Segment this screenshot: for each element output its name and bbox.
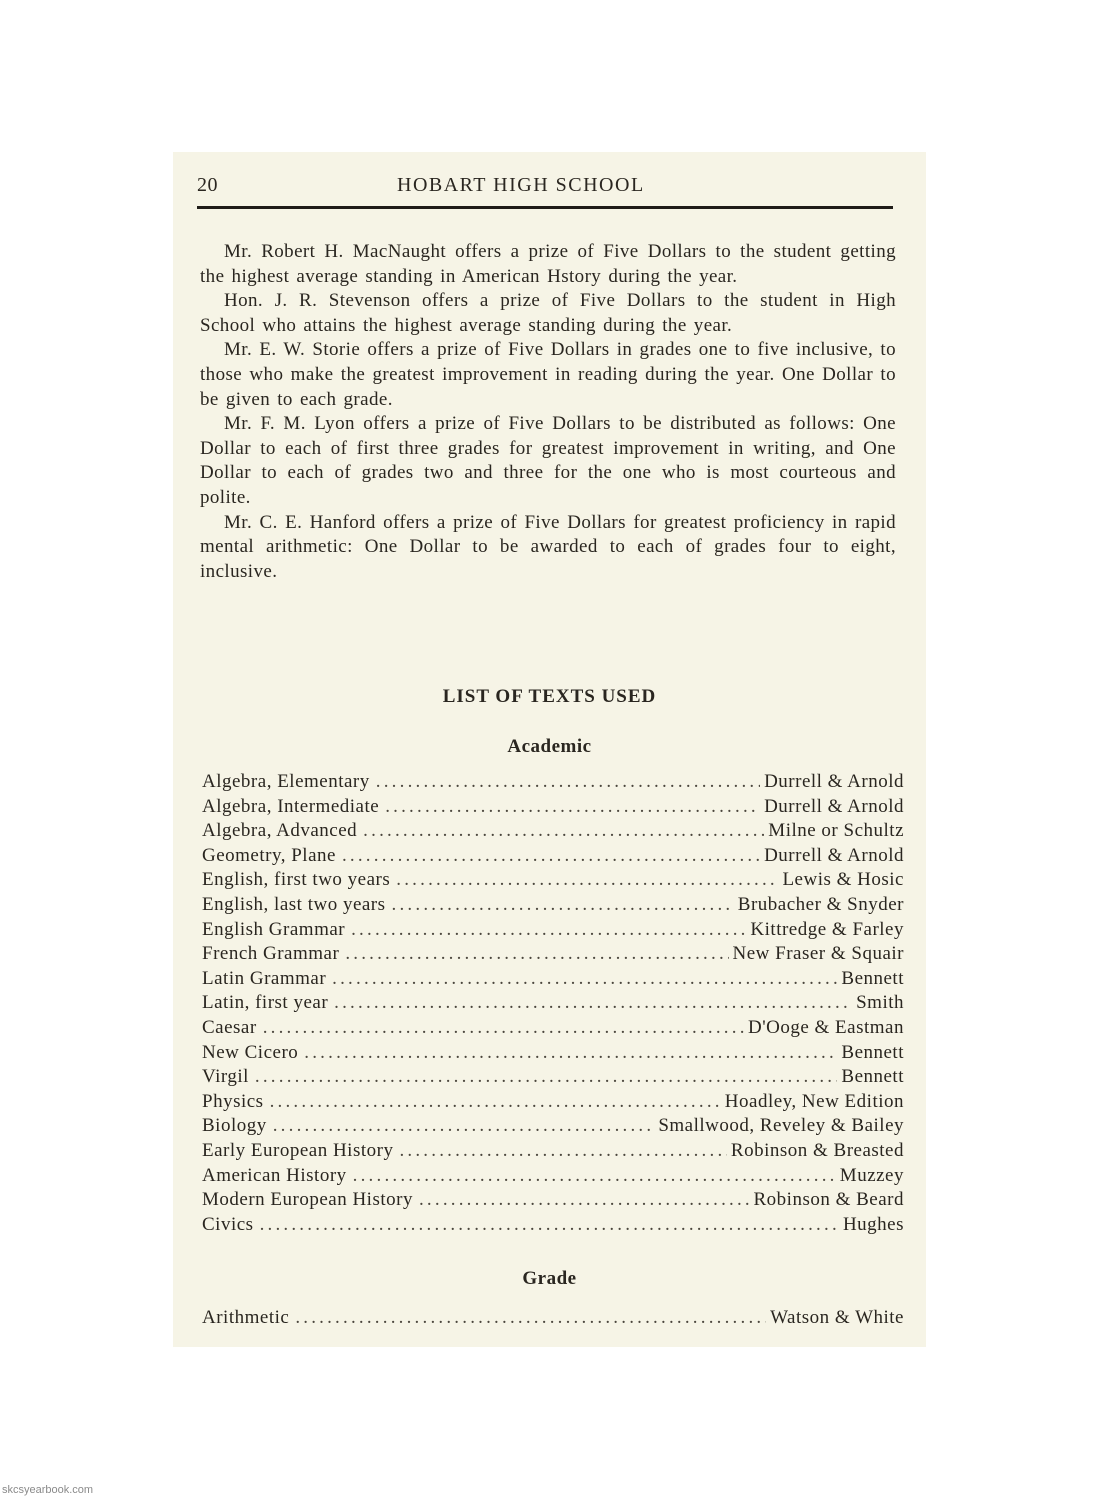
text-row [202,844,904,869]
running-head: HOBART HIGH SCHOOL [397,174,645,196]
prize-paragraph: Mr. C. E. Hanford offers a prize of Five Dollars for greatest proficiency in rapid mental arithmetic: One Dollar to be awarded to each of grades four to eight, inclusive. [200,511,896,582]
author-label: D'Ooge & Eastman [747,1016,904,1038]
prize-paragraph: Mr. E. W. Storie offers a prize of Five Dollars in grades one to five inclusive, to those who make the greatest improvement in reading during the year. One Dollar to be given to each grade. [200,339,896,410]
author-label: Bennett [841,1041,904,1063]
text-row [202,795,904,820]
text-row [202,942,904,967]
dot-leader [260,1213,839,1238]
text-row [202,1016,904,1041]
dot-leader [295,1306,766,1331]
subject-label: American History [202,1164,347,1186]
page-header [197,174,893,204]
header-rule [197,206,893,209]
author-label: Brubacher & Snyder [737,893,904,915]
dot-leader [332,967,837,992]
author-label: Muzzey [839,1164,904,1186]
text-row [202,1065,904,1090]
subject-label: Physics [202,1090,264,1112]
dot-leader [353,1164,836,1189]
grade-heading: Grade [522,1268,577,1289]
prize-paragraph: Mr. Robert H. MacNaught offers a prize of Five Dollars to the student getting the highest average standing in American Hstory during the year. [200,241,896,287]
grade-texts-list [202,1306,904,1331]
page-number: 20 [197,174,218,196]
section-title: LIST OF TEXTS USED [442,686,657,707]
academic-heading: Academic [507,736,592,757]
dot-leader [263,1016,744,1041]
author-label: Kittredge & Farley [750,918,904,940]
author-label: Robinson & Breasted [730,1139,904,1161]
dot-leader [334,991,852,1016]
text-row [202,868,904,893]
author-label: Smith [856,992,904,1014]
text-row [202,770,904,795]
text-row [202,1090,904,1115]
author-label: Bennett [841,967,904,989]
text-row [202,1114,904,1139]
yearbook-page [173,152,926,1347]
prize-announcements [200,240,896,584]
text-row [202,1041,904,1066]
subject-label: English Grammar [202,918,346,940]
text-row [202,991,904,1016]
subject-label: Civics [202,1213,254,1235]
author-label: New Fraser & Squair [732,943,904,965]
dot-leader [399,1139,726,1164]
author-label: Hoadley, New Edition [724,1090,904,1112]
subject-label: French Grammar [202,943,340,965]
dot-leader [270,1090,721,1115]
text-row [202,1139,904,1164]
text-row [202,1188,904,1213]
subject-label: Modern European History [202,1189,413,1211]
subject-label: Biology [202,1115,267,1137]
subject-label: Latin Grammar [202,967,327,989]
subject-label: Geometry, Plane [202,844,336,866]
subject-label: Algebra, Intermediate [202,795,380,817]
text-row [202,1306,904,1331]
subject-label: English, first two years [202,869,391,891]
dot-leader [396,868,778,893]
dot-leader [363,819,764,844]
site-watermark: skcsyearbook.com [2,1484,94,1496]
dot-leader [392,893,734,918]
text-row [202,893,904,918]
dot-leader [376,770,760,795]
subject-label: Caesar [202,1016,257,1038]
author-label: Milne or Schultz [768,820,904,842]
subject-label: English, last two years [202,893,386,915]
text-row [202,967,904,992]
author-label: Durrell & Arnold [764,795,904,817]
author-label: Smallwood, Reveley & Bailey [658,1115,904,1137]
dot-leader [255,1065,837,1090]
text-row [202,1213,904,1238]
dot-leader [351,918,746,943]
author-label: Lewis & Hosic [782,869,904,891]
dot-leader [304,1041,837,1066]
text-row [202,1164,904,1189]
dot-leader [419,1188,750,1213]
dot-leader [345,942,728,967]
author-label: Watson & White [770,1307,904,1328]
subject-label: Algebra, Elementary [202,771,370,792]
prize-paragraph: Mr. F. M. Lyon offers a prize of Five Dollars to be distributed as follows: One Dollar to each of first three grades for greatest improvement in writing, and One Dollar to each of grades two and three for the one who is most courteous and polite. [200,413,896,508]
academic-texts-list [202,770,904,1237]
dot-leader [342,844,760,869]
text-row [202,819,904,844]
author-label: Bennett [841,1066,904,1088]
subject-label: Latin, first year [202,992,329,1014]
text-row [202,918,904,943]
dot-leader [385,795,760,820]
subject-label: Early European History [202,1139,394,1161]
author-label: Durrell & Arnold [764,844,904,866]
author-label: Robinson & Beard [753,1189,904,1211]
subject-label: Virgil [202,1066,249,1088]
author-label: Hughes [842,1213,904,1235]
subject-label: Algebra, Advanced [202,820,358,842]
prize-paragraph: Hon. J. R. Stevenson offers a prize of Five Dollars to the student in High School who attains the highest average standing during the year. [200,290,896,336]
dot-leader [273,1114,655,1139]
subject-label: Arithmetic [202,1307,290,1328]
author-label: Durrell & Arnold [764,771,904,792]
subject-label: New Cicero [202,1041,299,1063]
